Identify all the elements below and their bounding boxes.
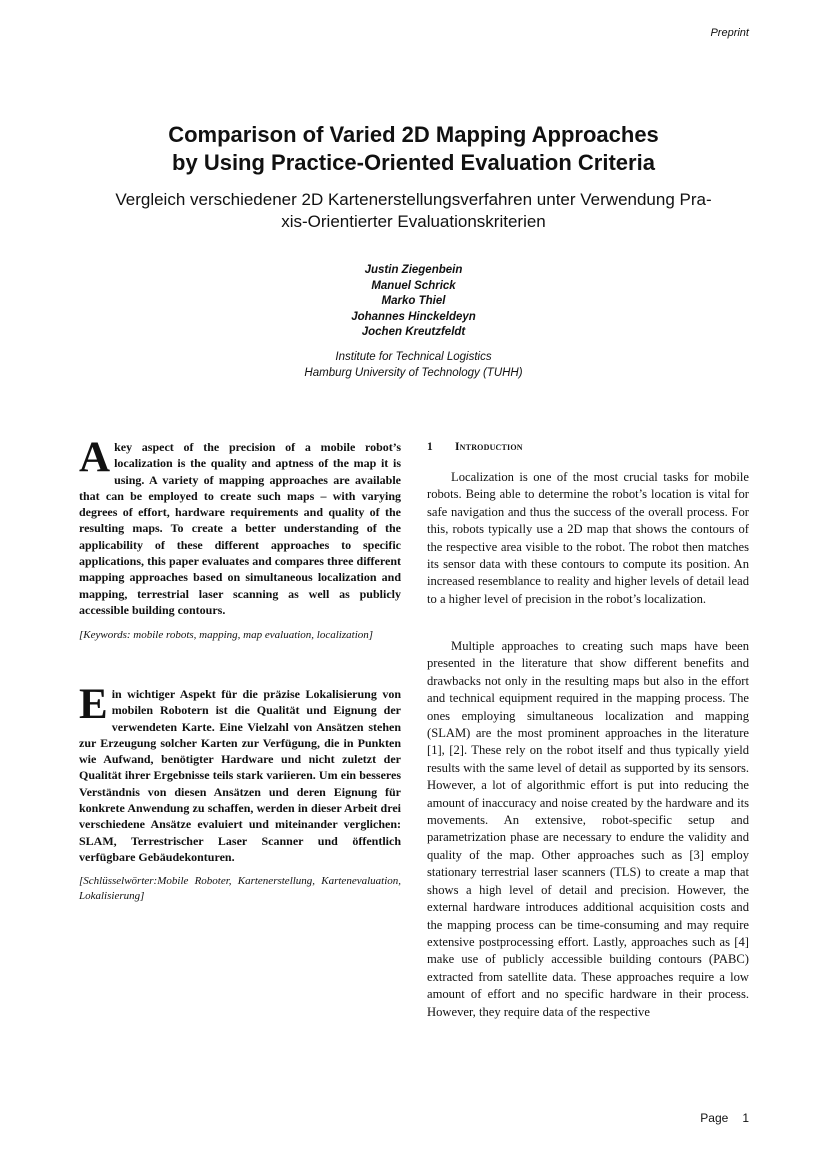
title-line: by Using Practice-Oriented Evaluation Criteria (172, 150, 655, 175)
author: Manuel Schrick (371, 279, 456, 292)
drop-cap: A (79, 434, 111, 481)
author: Jochen Kreutzfeldt (361, 326, 466, 338)
abstract-english (79, 434, 401, 618)
keywords-english: [Keywords: mobile robots, mapping, map evaluation, localization] (79, 629, 374, 641)
title-line: Comparison of Varied 2D Mapping Approaches (168, 122, 659, 147)
author: Justin Ziegenbein (364, 264, 463, 276)
keywords-german: [Schlüsselwörter:Mobile Roboter, Kartenerstellung, Kartenevaluation, Lokalisierung] (79, 875, 401, 902)
abstract-german (79, 681, 401, 865)
section-heading (427, 441, 523, 453)
subtitle-line: xis-Orientierter Evaluationskriterien (281, 212, 546, 231)
author-list (60, 263, 767, 341)
affiliation (60, 350, 767, 381)
paper-subtitle (60, 189, 767, 233)
section-number: 1 (427, 441, 433, 453)
abstract-text: key aspect of the precision of a mobile robot’s localization is the quality and aptness of the map it is using. A variety of mapping approaches are available that can be employed to create such maps – with varying degrees of effort, hardware requirements and quality of the resulting maps. To create a better understanding of the applicability of these different approaches to specific applications, this paper evaluates and compares three different mapping approaches based on simultaneous localization and mapping, terrestrial laser scanning as well as publicly accessible building contours. (79, 440, 401, 617)
section-title: Introduction (455, 441, 523, 453)
affiliation-line: Hamburg University of Technology (TUHH) (304, 366, 523, 379)
subtitle-line: Vergleich verschiedener 2D Kartenerstellungsverfahren unter Verwendung Pra- (115, 190, 712, 209)
body-paragraph: Multiple approaches to creating such maps have been presented in the literature that show different benefits and drawbacks not only in the resulting maps but also in the effort and technical equipment required in the mapping process. The ones employing simultaneous localization and mapping (SLAM) are the most prominent approaches in the literature [1], [2]. These rely on the robot itself and thus typically yield results with the same level of detail as supported by its sensors. However, a lot of algorithmic effort is put into reducing the amount of inaccuracy and noise created by the hardware and its movements. An extensive, robot-specific setup and parametrization phase are necessary to endure the validity and quality of the map. Other approaches such as [3] employ stationary terrestrial laser scanners (TLS) to create a map that shows a high level of detail and precision. However, the external hardware introduces additional acquisition costs and the mapping process can be time-consuming and may require extensive postprocessing effort. Lastly, approaches such as [4] make use of publicly accessible building contours (PABC) extracted from satellite data. These approaches require a low amount of effort and no specific hardware in their process. However, they require data of the respective (427, 639, 749, 1019)
author: Marko Thiel (381, 295, 446, 307)
body-paragraph: Localization is one of the most crucial tasks for mobile robots. Being able to determine the robot’s location is vital for safe navigation and thus the success of the overall process. For this, robots typically use a 2D map that shows the contours of the respective area visible to the robot. The robot then matches its sensor data with these contours to compute its position. An increased resemblance to reality and higher levels of detail lead to a higher level of precision in the robot’s localization. (427, 470, 749, 606)
drop-cap: E (79, 681, 108, 728)
affiliation-line: Institute for Technical Logistics (335, 351, 492, 363)
author: Johannes Hinckeldeyn (351, 310, 476, 323)
abstract-text: in wichtiger Aspekt für die präzise Lokalisierung von mobilen Robotern ist die Qualität und Eignung der verwendeten Karte. Eine Vielzahl von Ansätzen stehen zur Erzeugung solcher Karten zur Verfügung, die in Punkten wie Aufwand, benötigter Hardware und nicht zuletzt der Qualität ihrer Ergebnisse teils stark variieren. Um ein besseres Verständnis von diesen Ansätzen und deren Eignung für konkrete Anwendung zu schaffen, werden in dieser Arbeit drei verschiedene Ansätze evaluiert und miteinander verglichen: SLAM, Terrestrischer Laser Scanner und öffentlich verfügbare Gebäudekonturen. (79, 687, 401, 864)
page-number: 1 (742, 1111, 749, 1125)
paper-title (60, 121, 767, 177)
page-footer (700, 1111, 749, 1125)
preprint-label: Preprint (710, 27, 749, 39)
page-label: Page (700, 1111, 729, 1125)
